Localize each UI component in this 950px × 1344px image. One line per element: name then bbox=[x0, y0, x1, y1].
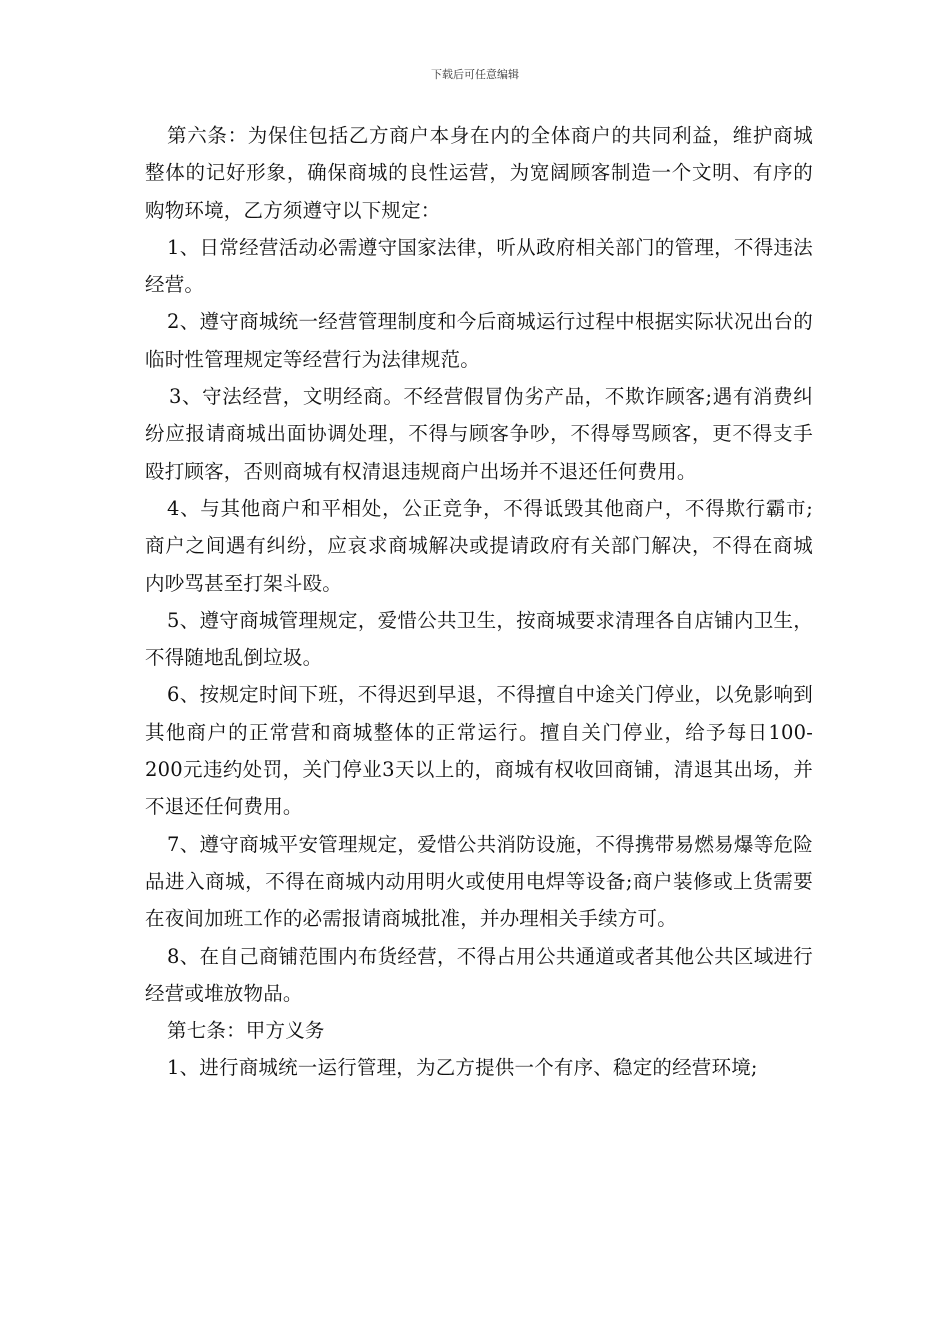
paragraph-item-2: 2、遵守商城统一经营管理制度和今后商城运行过程中根据实际状况出台的临时性管理规定等经营行为法律规范。 bbox=[145, 310, 813, 371]
paragraph-item-3: 3、守法经营，文明经商。不经营假冒伪劣产品，不欺诈顾客;遇有消费纠纷应报请商城出面协调处理，不得与顾客争吵，不得辱骂顾客，更不得支手殴打顾客，否则商城有权清退违规商户出场并不退还任何费用。 bbox=[145, 385, 813, 483]
paragraph-item-1: 1、日常经营活动必需遵守国家法律，听从政府相关部门的管理，不得违法经营。 bbox=[145, 235, 813, 297]
paragraph-item-7: 7、遵守商城平安管理规定，爱惜公共消防设施，不得携带易燃易爆等危险品进入商城，不得在商城内动用明火或使用电焊等设备;商户装修或上货需要在夜间加班工作的必需报请商城批准，并办理相关手续方可。 bbox=[145, 832, 813, 931]
paragraph-item-4: 4、与其他商户和平相处，公正竞争，不得诋毁其他商户，不得欺行霸市;商户之间遇有纠纷，应哀求商城解决或提请政府有关部门解决，不得在商城内吵骂甚至打架斗殴。 bbox=[145, 496, 813, 595]
paragraph-article-7-item-1: 1、进行商城统一运行管理，为乙方提供一个有序、稳定的经营环境; bbox=[167, 1056, 758, 1080]
paragraph-article-7-heading: 第七条：甲方义务 bbox=[167, 1019, 325, 1043]
paragraph-item-8: 8、在自己商铺范围内布货经营，不得占用公共通道或者其他公共区域进行经营或堆放物品。 bbox=[145, 944, 813, 1005]
document-body bbox=[145, 117, 813, 1087]
page-header: 下载后可任意编辑 bbox=[431, 68, 519, 81]
paragraph-article-6: 第六条：为保住包括乙方商户本身在内的全体商户的共同利益，维护商城整体的记好形象，确保商城的良性运营，为宽阔顾客制造一个文明、有序的购物环境，乙方须遵守以下规定： bbox=[145, 124, 813, 222]
paragraph-item-6: 6、按规定时间下班，不得迟到早退，不得擅自中途关门停业，以免影响到其他商户的正常营和商城整体的正常运行。擅自关门停业，给予每日100-200元违约处罚，关门停业3天以上的，商城有权收回商铺，清退其出场，并不退还任何费用。 bbox=[145, 683, 813, 819]
paragraph-item-5: 5、遵守商城管理规定，爱惜公共卫生，按商城要求清理各自店铺内卫生，不得随地乱倒垃圾。 bbox=[145, 608, 813, 670]
